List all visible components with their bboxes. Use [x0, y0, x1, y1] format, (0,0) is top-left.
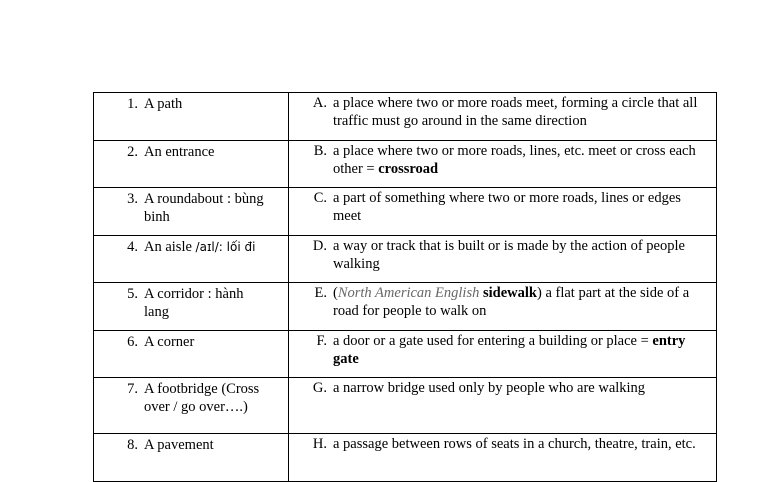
table-row	[94, 141, 717, 188]
term-cell	[94, 283, 289, 331]
table-row	[94, 93, 717, 141]
term-cell	[94, 93, 289, 141]
definition-text: a place where two or more roads, lines, etc. meet or cross each other = crossroad	[333, 143, 696, 177]
item-number: 2.	[127, 144, 138, 160]
item-number: 8.	[127, 437, 138, 453]
term-text: A corridor : hành lang	[144, 286, 244, 320]
definition-text: (North American English sidewalk) a flat part at the side of a road for people to walk on	[333, 285, 690, 319]
item-number: 1.	[127, 96, 138, 112]
term-text: A footbridge (Cross over / go over….)	[144, 381, 260, 415]
source-label: North American English	[337, 285, 480, 301]
item-number: 4.	[127, 239, 138, 255]
definition-cell	[289, 188, 717, 236]
term-cell	[94, 188, 289, 236]
definition-letter: B.	[313, 143, 327, 159]
term-cell	[94, 236, 289, 283]
definition-cell	[289, 378, 717, 434]
term-cell	[94, 331, 289, 378]
bold-term: entry gate	[333, 333, 686, 367]
definition-cell	[289, 141, 717, 188]
definition-text: a narrow bridge used only by people who are walking	[333, 380, 646, 396]
term-text: A corner	[144, 334, 195, 350]
bold-term: sidewalk	[482, 285, 537, 301]
item-number: 5.	[127, 286, 138, 302]
definition-text: a part of something where two or more roads, lines or edges meet	[333, 190, 681, 224]
definition-letter: A.	[312, 95, 327, 111]
term-text: An aisle /aɪl/: lối đi	[144, 239, 256, 255]
item-number: 6.	[127, 334, 138, 350]
definition-cell	[289, 331, 717, 378]
term-text: A path	[144, 96, 183, 112]
table-row	[94, 378, 717, 434]
item-number: 3.	[127, 191, 138, 207]
term-text: A pavement	[144, 437, 214, 453]
definition-letter: H.	[312, 436, 327, 452]
definition-letter: F.	[316, 333, 327, 349]
item-number: 7.	[127, 381, 138, 397]
bold-term: crossroad	[378, 161, 439, 177]
definition-text: a place where two or more roads meet, forming a circle that all traffic must go around in the same direction	[333, 95, 698, 129]
term-text: An entrance	[144, 144, 215, 160]
definition-text: a passage between rows of seats in a church, theatre, train, etc.	[333, 436, 696, 452]
term-cell	[94, 378, 289, 434]
definition-text: a way or track that is built or is made by the action of people walking	[333, 238, 685, 272]
table-row	[94, 283, 717, 331]
term-text: A roundabout : bùng binh	[144, 191, 264, 225]
definition-letter: D.	[312, 238, 327, 254]
ipa-pronunciation: /aɪl/: lối đi	[195, 240, 256, 254]
table-row	[94, 188, 717, 236]
table-row	[94, 236, 717, 283]
table-row	[94, 331, 717, 378]
definition-cell	[289, 93, 717, 141]
definition-letter: C.	[313, 190, 327, 206]
matching-table	[93, 92, 717, 482]
definition-letter: E.	[314, 285, 327, 301]
term-cell	[94, 141, 289, 188]
definition-text: a door or a gate used for entering a building or place = entry gate	[333, 333, 686, 367]
definition-cell	[289, 236, 717, 283]
definition-cell	[289, 283, 717, 331]
definition-letter: G.	[312, 380, 327, 396]
